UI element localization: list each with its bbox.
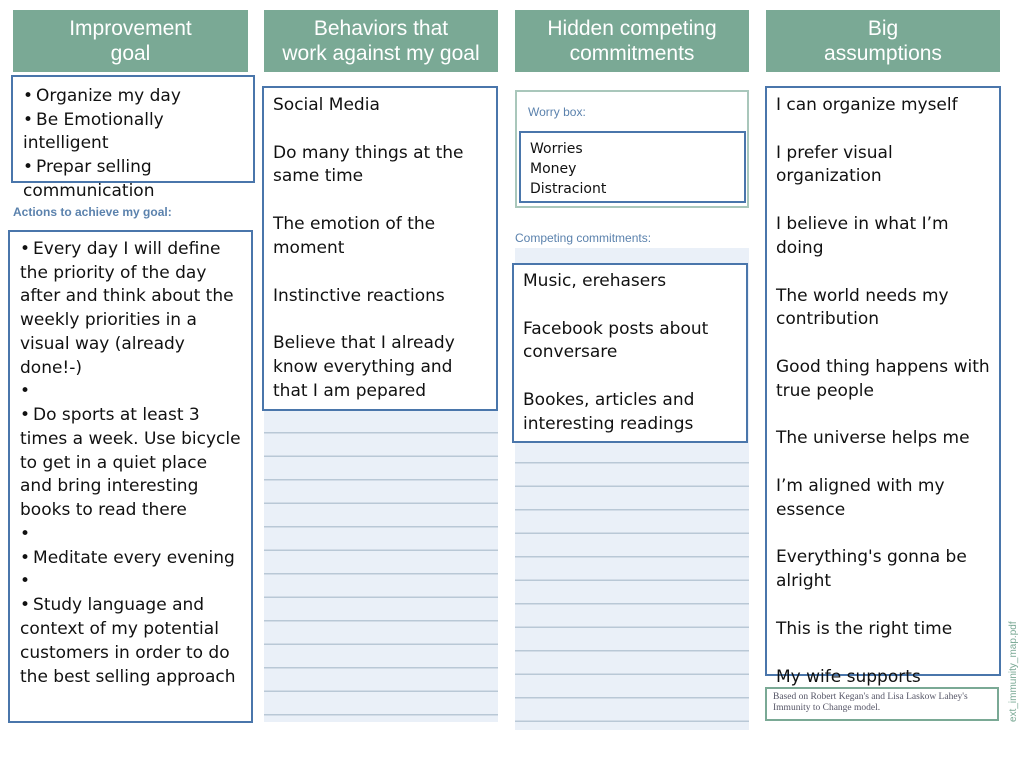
- commitment-item: Facebook posts about conversare: [523, 318, 709, 363]
- behaviors-box: [262, 86, 498, 411]
- header-big-assumptions: [766, 10, 1000, 72]
- behavior-item: Social Media: [273, 95, 380, 115]
- actions-label: Actions to achieve my goal:: [13, 205, 172, 219]
- behavior-item: The emotion of the moment: [273, 214, 436, 258]
- header-behaviors: [264, 10, 498, 72]
- spacer: [20, 570, 241, 594]
- header-competing-commitments: [515, 10, 749, 72]
- header-competing-commitments-label: Hidden competing commitments: [547, 17, 717, 65]
- competing-commitments-label: Competing commitments:: [515, 231, 652, 245]
- commitment-item: Music, erehasers: [523, 271, 667, 291]
- column-behaviors-background: [264, 410, 498, 722]
- assumption-item: I’m aligned with my essence: [776, 476, 945, 520]
- assumption-item: This is the right time: [776, 618, 953, 639]
- worry-item: Worries: [530, 141, 583, 157]
- header-improvement-goal-label: Improvement goal: [69, 17, 192, 65]
- assumption-item: The world needs my contribution: [776, 285, 949, 330]
- actions-box: [8, 230, 253, 723]
- worry-item: Distraciont: [530, 181, 607, 197]
- footnote: Based on Robert Kegan's and Lisa Laskow Lahey's Immunity to Change model.: [765, 687, 999, 721]
- action-item: • Do sports at least 3 times a week. Use bicycle to get in a quiet place and bring interesting books to read there: [20, 404, 241, 523]
- worry-item: Money: [530, 161, 577, 177]
- column-competing-lines: [515, 440, 749, 730]
- header-improvement-goal: [13, 10, 248, 72]
- commitments-box: [512, 263, 748, 443]
- commitment-item: Bookes, articles and interesting readings: [523, 390, 695, 434]
- assumption-item: Everything's gonna be alright: [776, 547, 967, 592]
- header-behaviors-label: Behaviors that work against my goal: [282, 17, 480, 65]
- spacer: [20, 523, 241, 547]
- action-item: • Study language and context of my potential customers in order to do the best selling approach: [20, 594, 241, 689]
- header-big-assumptions-label: Big assumptions: [824, 17, 942, 65]
- goal-item: • Prepar selling communication: [23, 156, 243, 203]
- assumption-item: My wife supports: [776, 666, 921, 687]
- assumption-item: The universe helps me: [776, 428, 970, 449]
- goal-item: • Organize my day: [23, 85, 243, 109]
- assumption-item: I believe in what I’m doing: [776, 214, 949, 258]
- behavior-item: Believe that I already know everything and that I am pepared: [273, 333, 455, 401]
- behavior-item: Do many things at the same time: [273, 142, 464, 187]
- assumption-item: Good thing happens with true people: [776, 356, 990, 401]
- side-file-label: ext_immunity_map.pdf: [1008, 621, 1019, 722]
- behavior-item: Instinctive reactions: [273, 285, 445, 306]
- worries-box: [519, 131, 746, 203]
- spacer: [20, 380, 241, 404]
- assumption-item: I prefer visual organization: [776, 142, 893, 187]
- action-item: • Meditate every evening: [20, 547, 241, 571]
- goal-item: • Be Emotionally intelligent: [23, 109, 243, 156]
- worry-box-label: Worry box:: [528, 105, 586, 119]
- goals-box: [11, 75, 255, 201]
- action-item: • Every day I will define the priority of the day after and think about the weekly priorities in a visual way (already done!-): [20, 238, 241, 380]
- assumptions-box: [765, 86, 1001, 687]
- assumption-item: I can organize myself: [776, 95, 958, 115]
